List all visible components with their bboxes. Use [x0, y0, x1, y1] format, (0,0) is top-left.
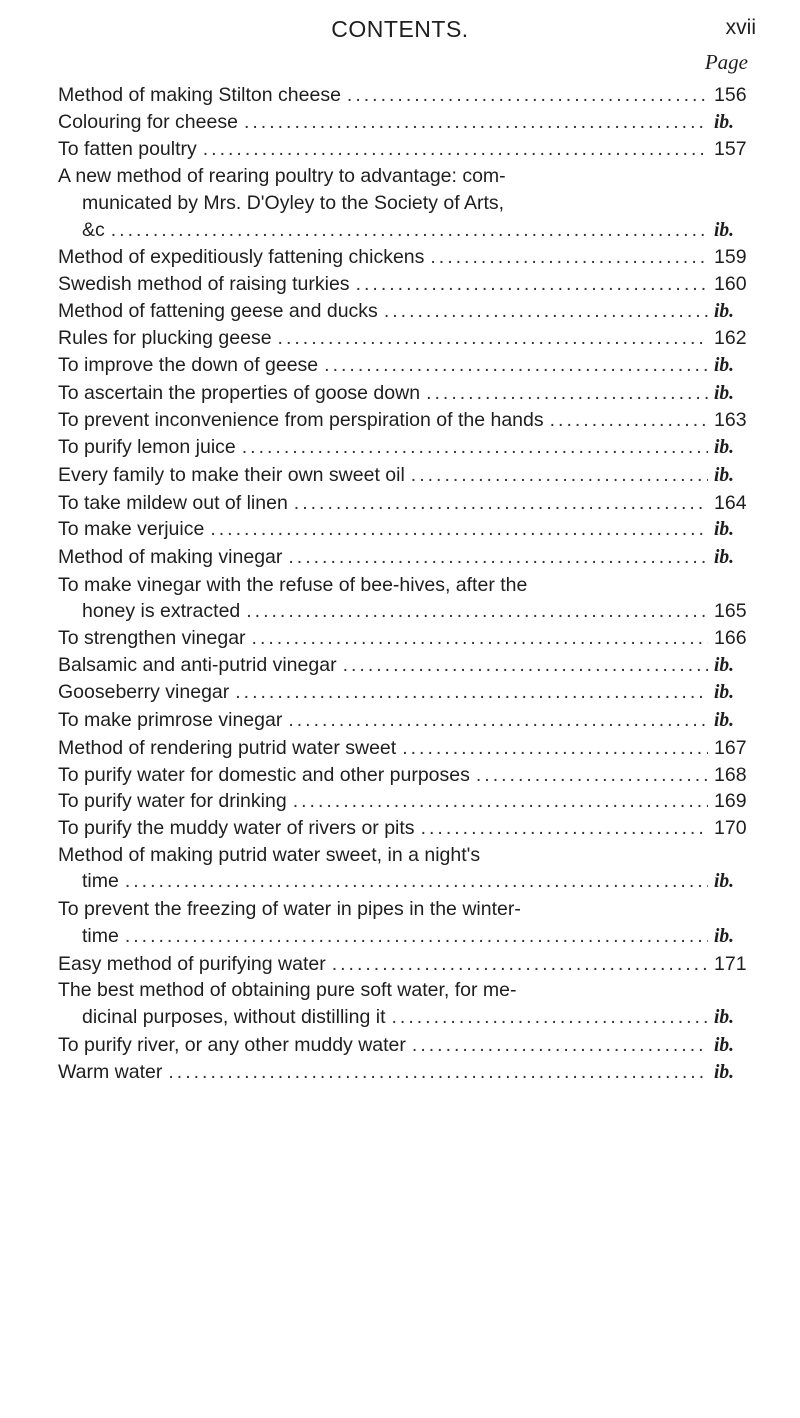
- entry-line: [58, 298, 760, 326]
- entry-line: [58, 544, 760, 572]
- entry-line: [58, 136, 760, 163]
- contents-entry: [58, 109, 760, 137]
- page-number: ib.: [714, 464, 735, 486]
- contents-entry: [58, 625, 760, 652]
- entry-title: Gooseberry vinegar: [58, 681, 230, 704]
- entry-line: [58, 490, 760, 517]
- running-head: [0, 16, 800, 48]
- page-number: 159: [714, 246, 747, 269]
- page-column-label: Page: [704, 50, 748, 74]
- entry-title: time: [82, 870, 119, 893]
- dot-leader: [430, 244, 708, 271]
- entry-line: [58, 325, 760, 352]
- dot-leader: [324, 352, 708, 379]
- page-number: ib.: [714, 871, 735, 893]
- dot-leader: [294, 490, 708, 517]
- dot-leader: [203, 136, 708, 163]
- entry-line: [58, 109, 760, 137]
- page-number: ib.: [714, 1034, 735, 1056]
- dot-leader: [125, 868, 708, 895]
- entry-title: Method of fattening geese and ducks: [58, 299, 378, 322]
- contents-entry: [58, 490, 760, 517]
- dot-leader: [125, 923, 708, 950]
- entry-title: To purify lemon juice: [58, 436, 236, 459]
- dot-leader: [550, 407, 708, 434]
- contents-entry: [58, 544, 760, 572]
- entry-line: [58, 82, 760, 109]
- dot-leader: [356, 271, 708, 298]
- entry-title: To purify water for domestic and other purposes: [58, 763, 470, 786]
- dot-leader: [252, 625, 708, 652]
- entry-line: [58, 788, 760, 815]
- page-number: ib.: [714, 219, 735, 241]
- entry-line: [58, 652, 760, 680]
- contents-entry: [58, 298, 760, 326]
- page-number: 165: [714, 600, 747, 623]
- page-number: 168: [714, 763, 747, 786]
- contents-entry: [58, 462, 760, 490]
- entry-line: [58, 815, 760, 842]
- entry-title: To make verjuice: [58, 518, 205, 541]
- entry-title: honey is extracted: [82, 600, 241, 623]
- page-number: ib.: [714, 111, 735, 133]
- contents-entry: [58, 977, 760, 1031]
- contents-entry: [58, 163, 760, 244]
- entry-title: To take mildew out of linen: [58, 491, 288, 514]
- dot-leader: [242, 434, 708, 461]
- page-number: ib.: [714, 710, 735, 732]
- entry-line: [58, 1059, 760, 1087]
- contents-entry: [58, 407, 760, 434]
- contents-entry: [58, 652, 760, 680]
- contents-entry: [58, 325, 760, 352]
- entry-line: [58, 707, 760, 735]
- entry-line: [58, 951, 760, 978]
- entry-title: To prevent the freezing of water in pipes in the winter-: [58, 898, 521, 921]
- entry-line: [58, 977, 760, 1004]
- page-title: CONTENTS.: [331, 16, 469, 42]
- entry-line: [58, 868, 760, 896]
- entry-line: [58, 1032, 760, 1060]
- entry-title: Warm water: [58, 1061, 163, 1084]
- entry-line: [58, 352, 760, 380]
- contents-entry: [58, 1059, 760, 1087]
- dot-leader: [288, 544, 708, 571]
- entry-title: Colouring for cheese: [58, 110, 238, 133]
- contents-entry: [58, 951, 760, 978]
- contents-entry: [58, 788, 760, 815]
- contents-entry: [58, 679, 760, 707]
- contents-entry: [58, 244, 760, 271]
- entry-title: Method of making Stilton cheese: [58, 84, 341, 106]
- entry-line: [58, 625, 760, 652]
- entry-title: A new method of rearing poultry to advantage: com-: [58, 165, 506, 188]
- entry-line: [58, 244, 760, 271]
- entry-title: Method of expeditiously fattening chickens: [58, 246, 425, 269]
- dot-leader: [288, 707, 708, 734]
- entry-title: &c: [82, 218, 105, 241]
- entry-line: [58, 572, 760, 599]
- contents-entry: [58, 136, 760, 163]
- page-number: ib.: [714, 925, 735, 947]
- entry-title: Every family to make their own sweet oil: [58, 463, 405, 486]
- contents-entry: [58, 707, 760, 735]
- entry-title: time: [82, 924, 119, 947]
- dot-leader: [111, 217, 708, 244]
- entry-title: To fatten poultry: [58, 138, 197, 161]
- entry-line: [58, 679, 760, 707]
- contents-entry: [58, 516, 760, 544]
- entry-title: Swedish method of raising turkies: [58, 272, 350, 295]
- entry-title: To purify river, or any other muddy water: [58, 1033, 406, 1056]
- entry-line: [58, 598, 760, 625]
- dot-leader: [235, 679, 708, 706]
- entry-line: [58, 462, 760, 490]
- entry-line: [58, 163, 760, 190]
- page-number: 163: [714, 409, 747, 432]
- entry-title: To ascertain the properties of goose down: [58, 381, 421, 404]
- dot-leader: [421, 815, 708, 842]
- entry-line: [58, 735, 760, 762]
- entry-line: [58, 407, 760, 434]
- entry-line: [58, 271, 760, 298]
- entry-line: [58, 190, 760, 217]
- dot-leader: [426, 380, 708, 407]
- page-number: 167: [714, 736, 747, 759]
- contents-entry: [58, 271, 760, 298]
- entry-line: [58, 842, 760, 869]
- page-number: ib.: [714, 382, 735, 404]
- entry-line: [58, 434, 760, 462]
- contents-entry: [58, 380, 760, 408]
- page-number: ib.: [714, 546, 735, 568]
- contents-list: [58, 82, 760, 1087]
- dot-leader: [278, 325, 708, 352]
- entry-line: [58, 762, 760, 789]
- contents-entry: [58, 815, 760, 842]
- entry-line: [58, 380, 760, 408]
- contents-entry: [58, 434, 760, 462]
- page-number: ib.: [714, 682, 735, 704]
- entry-title: Balsamic and anti-putrid vinegar: [58, 653, 337, 676]
- entry-line: [58, 923, 760, 951]
- contents-entry: [58, 842, 760, 896]
- entry-line: [58, 896, 760, 923]
- page-number: 169: [714, 790, 747, 813]
- entry-title: Method of making vinegar: [58, 545, 283, 568]
- entry-title: To improve the down of geese: [58, 354, 319, 377]
- entry-title: Method of making putrid water sweet, in a night's: [58, 843, 481, 866]
- entry-title: dicinal purposes, without distilling it: [82, 1005, 386, 1028]
- entry-title: Rules for plucking geese: [58, 327, 272, 350]
- dot-leader: [343, 652, 708, 679]
- page-number: 156: [714, 84, 747, 106]
- page-number: ib.: [714, 355, 735, 377]
- dot-leader: [246, 598, 708, 625]
- page-number: ib.: [714, 437, 735, 459]
- page-number: 166: [714, 627, 747, 650]
- dot-leader: [476, 762, 708, 789]
- entry-title: Easy method of purifying water: [58, 952, 326, 975]
- dot-leader: [332, 951, 708, 978]
- page-number: ib.: [714, 1062, 735, 1084]
- dot-leader: [168, 1059, 708, 1086]
- contents-entry: [58, 82, 760, 109]
- dot-leader: [347, 82, 708, 109]
- page-number: 170: [714, 816, 747, 839]
- entry-title: To make primrose vinegar: [58, 709, 283, 732]
- dot-leader: [210, 516, 708, 543]
- entry-title: To purify water for drinking: [58, 790, 287, 813]
- entry-title: To make vinegar with the refuse of bee-hives, after the: [58, 573, 528, 596]
- page-number: 162: [714, 327, 747, 350]
- page-number: ib.: [714, 654, 735, 676]
- contents-entry: [58, 762, 760, 789]
- entry-title: Method of rendering putrid water sweet: [58, 736, 397, 759]
- entry-line: [58, 217, 760, 245]
- page-number: ib.: [714, 1006, 735, 1028]
- contents-entry: [58, 352, 760, 380]
- dot-leader: [402, 735, 708, 762]
- entry-title: To prevent inconvenience from perspiration of the hands: [58, 409, 544, 432]
- page-number: 157: [714, 138, 747, 161]
- page-number: 164: [714, 491, 747, 514]
- page-number: 160: [714, 272, 747, 295]
- entry-title: To purify the muddy water of rivers or pits: [58, 816, 415, 839]
- folio: xvii: [725, 16, 756, 39]
- dot-leader: [384, 298, 708, 325]
- entry-title: municated by Mrs. D'Oyley to the Society of Arts,: [82, 191, 505, 214]
- page-number: ib.: [714, 300, 735, 322]
- entry-line: [58, 1004, 760, 1032]
- entry-line: [58, 516, 760, 544]
- page-number: 171: [714, 952, 747, 975]
- contents-entry: [58, 572, 760, 625]
- contents-entry: [58, 735, 760, 762]
- dot-leader: [411, 462, 708, 489]
- entry-title: The best method of obtaining pure soft water, for me-: [58, 979, 517, 1002]
- page-number: ib.: [714, 519, 735, 541]
- dot-leader: [244, 109, 708, 136]
- contents-entry: [58, 1032, 760, 1060]
- entry-title: To strengthen vinegar: [58, 627, 246, 650]
- dot-leader: [293, 788, 708, 815]
- contents-entry: [58, 896, 760, 950]
- dot-leader: [392, 1004, 709, 1031]
- dot-leader: [412, 1032, 708, 1059]
